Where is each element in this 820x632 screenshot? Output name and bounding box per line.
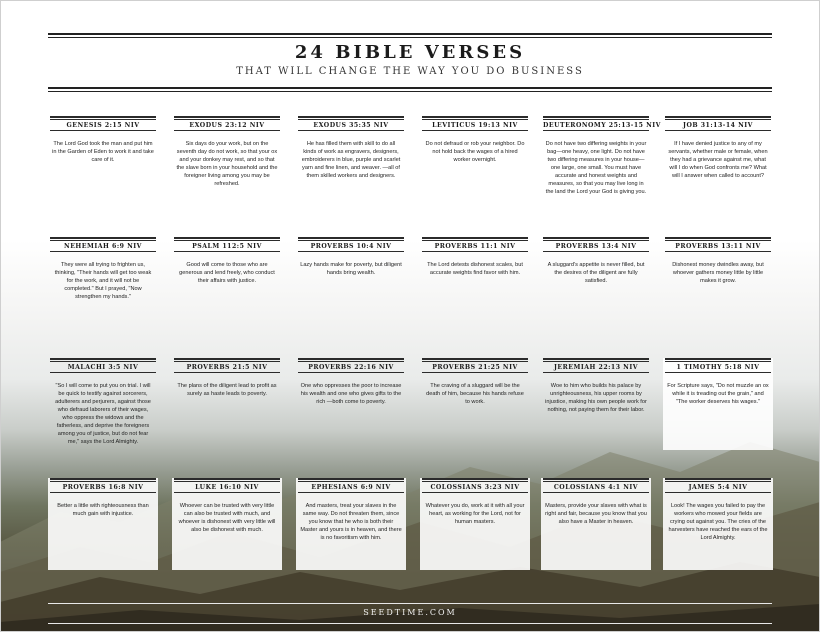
card-rule (50, 251, 156, 252)
card-rule (174, 116, 280, 118)
header-bottom-rule-thin (48, 91, 772, 92)
verse-text: If I have denied justice to any of my servants, whether male or female, when they had a grievance against me, what will I do when God confronts me? What will I answer when called to account? (668, 141, 768, 179)
footer-site: SEEDTIME.COM (363, 608, 457, 617)
verse-text: Do not defraud or rob your neighbor. Do not hold back the wages of a hired worker overnight. (425, 141, 525, 163)
card-rule (422, 237, 528, 239)
card-rule (543, 372, 649, 373)
card-rule (298, 372, 404, 373)
verse-text: And masters, treat your slaves in the same way. Do not threaten them, since you know that he who is both their Master and yours is in heaven, and there is no favoritism with him. (300, 503, 402, 541)
verse-card (172, 478, 282, 570)
verse-card (541, 116, 661, 208)
verse-reference: EPHESIANS 6:9 NIV (311, 484, 391, 491)
card-rule (174, 237, 280, 239)
card-rule (422, 358, 528, 360)
card-rule (174, 478, 280, 480)
card-rule (298, 130, 404, 131)
card-rule (422, 478, 528, 480)
verse-text: Better a little with righteousness than much gain with injustice. (57, 503, 149, 517)
card-rule (665, 492, 771, 493)
verse-reference: GENESIS 2:15 NIV (66, 122, 140, 129)
card-rule (174, 492, 280, 493)
verse-text: He has filled them with skill to do all kinds of work as engravers, designers, embroiderers in blue, purple and scarlet yarn and fine linen, and weaver. —all of them skilled workers and designers. (301, 141, 401, 179)
page-subtitle: THAT WILL CHANGE THE WAY YOU DO BUSINESS (236, 66, 584, 77)
card-rule (543, 478, 649, 480)
verse-text: Do not have two differing weights in your bag—one heavy, one light. Do not have two differing measures in your house—one large, one small. You must have accurate and honest weights and measures, so that you may live long in the land the Lord your God is giving you. (545, 141, 647, 195)
verse-card (663, 237, 773, 329)
header-top-rule-thin (48, 37, 772, 38)
header-top-rule (48, 33, 772, 35)
card-rule (543, 492, 649, 493)
card-rule (298, 492, 404, 493)
verse-card (663, 116, 773, 208)
verse-text: The Lord God took the man and put him in the Garden of Eden to work it and take care of it. (52, 141, 154, 163)
verse-reference: 1 TIMOTHY 5:18 NIV (676, 364, 760, 371)
verse-card (172, 237, 282, 329)
verse-card (296, 116, 406, 208)
card-rule (50, 358, 156, 360)
verse-card (420, 237, 530, 329)
verse-reference: JOB 31:13-14 NIV (683, 122, 753, 129)
card-rule (665, 478, 771, 480)
verse-text: Look! The wages you failed to pay the workers who mowed your fields are crying out against you. The cries of the harvesters have reached the ears of the Lord Almighty. (668, 503, 768, 541)
verse-text: Whatever you do, work at it with all your heart, as working for the Lord, not for human masters. (425, 503, 525, 525)
card-rule (665, 251, 771, 252)
verse-reference: EXODUS 35:35 NIV (313, 122, 389, 129)
card-rule (298, 358, 404, 360)
verse-text: "So I will come to put you on trial. I will be quick to testify against sorcerers, adulterers and perjurers, against those who defraud laborers of their wages, who oppress the widows and the fatherless, and deprive the foreigners among you of justice, but do not fear me," says the Lord Almighty. (55, 383, 151, 445)
card-rule (422, 492, 528, 493)
card-rule (665, 237, 771, 239)
verse-reference: PROVERBS 21:25 NIV (432, 364, 518, 371)
verse-card (663, 478, 773, 570)
header-bottom-rule (48, 87, 772, 89)
card-rule (422, 130, 528, 131)
card-rule (422, 116, 528, 118)
verse-card (541, 478, 651, 570)
verse-reference: PROVERBS 16:8 NIV (62, 484, 144, 491)
verse-text: Lazy hands make for poverty, but diligent hands bring wealth. (300, 262, 402, 276)
verse-text: The craving of a sluggard will be the death of him, because his hands refuse to work. (426, 383, 524, 405)
verse-card (541, 358, 651, 450)
verse-reference: COLOSSIANS 4:1 NIV (553, 484, 639, 491)
verse-reference: PROVERBS 22:16 NIV (308, 364, 394, 371)
footer-top-rule (48, 603, 772, 604)
card-rule (298, 478, 404, 480)
verse-reference: PROVERBS 13:4 NIV (555, 243, 637, 250)
verse-card (172, 358, 282, 450)
verse-text: They were all trying to frighten us, thinking, "Their hands will get too weak for the work, and it will not be completed." But I prayed, "Now strengthen my hands." (54, 262, 152, 300)
verse-text: The Lord detests dishonest scales, but accurate weights find favor with him. (427, 262, 523, 276)
card-rule (298, 251, 404, 252)
card-rule (298, 116, 404, 118)
verse-text: Six days do your work, but on the seventh day do not work, so that your ox and your donkey may rest, and so that the slave born in your household and the foreigner living among you may be refreshed. (176, 141, 278, 187)
card-rule (50, 478, 156, 480)
verse-card (296, 358, 406, 450)
verse-text: One who oppresses the poor to increase his wealth and one who gives gifts to the rich —both come to poverty. (300, 383, 402, 405)
verse-reference: MALACHI 3:5 NIV (67, 364, 139, 371)
card-rule (665, 372, 771, 373)
verse-card (172, 116, 282, 208)
card-rule (422, 251, 528, 252)
card-rule (543, 130, 649, 131)
verse-card (296, 237, 406, 329)
card-rule (50, 372, 156, 373)
verse-reference: JAMES 5:4 NIV (688, 484, 748, 491)
verse-text: The plans of the diligent lead to profit as surely as haste leads to poverty. (177, 383, 277, 397)
page-title: 24 BIBLE VERSES (294, 42, 526, 63)
card-rule (543, 358, 649, 360)
card-rule (665, 358, 771, 360)
verse-card (420, 358, 530, 450)
verse-card (48, 116, 158, 208)
verse-card (541, 237, 651, 329)
verse-card (420, 478, 530, 570)
verse-card (420, 116, 530, 208)
verse-text: Woe to him who builds his palace by unrighteousness, his upper rooms by injustice, making his own people work for nothing, not paying them for their labor. (545, 383, 647, 413)
verse-reference: LEVITICUS 19:13 NIV (432, 122, 518, 129)
verse-reference: PROVERBS 21:5 NIV (186, 364, 268, 371)
verse-reference: PSALM 112:5 NIV (192, 243, 262, 250)
verse-text: Good will come to those who are generous and lend freely, who conduct their affairs with justice. (179, 262, 275, 284)
verse-text: Dishonest money dwindles away, but whoever gathers money little by little makes it grow. (672, 262, 764, 284)
verse-text: Whoever can be trusted with very little can also be trusted with much, and whoever is dishonest with very little will also be dishonest with much. (178, 503, 276, 533)
card-rule (543, 237, 649, 239)
verse-reference: DEUTERONOMY 25:13-15 NIV (543, 122, 661, 129)
verse-reference: JEREMIAH 22:13 NIV (553, 364, 639, 371)
card-rule (50, 116, 156, 118)
verse-text: A sluggard's appetite is never filled, but the desires of the diligent are fully satisfied. (547, 262, 645, 284)
verse-text: For Scripture says, "Do not muzzle an ox while it is treading out the grain," and "The worker deserves his wages." (667, 383, 769, 405)
card-rule (50, 237, 156, 239)
verse-card (48, 358, 158, 450)
card-rule (50, 492, 156, 493)
card-rule (50, 130, 156, 131)
verse-card (48, 478, 158, 570)
verse-reference: PROVERBS 11:1 NIV (434, 243, 516, 250)
verse-card (296, 478, 406, 570)
card-rule (665, 130, 771, 131)
card-rule (422, 372, 528, 373)
verse-reference: EXODUS 23:12 NIV (189, 122, 265, 129)
card-rule (543, 116, 649, 118)
card-rule (543, 251, 649, 252)
card-rule (174, 358, 280, 360)
verse-card (663, 358, 773, 450)
verse-card (48, 237, 158, 329)
card-rule (174, 130, 280, 131)
card-rule (298, 237, 404, 239)
verse-reference: COLOSSIANS 3:23 NIV (430, 484, 520, 491)
verse-text: Masters, provide your slaves with what is right and fair, because you know that you also have a Master in heaven. (545, 503, 647, 525)
verse-reference: PROVERBS 13:11 NIV (675, 243, 761, 250)
verse-reference: PROVERBS 10:4 NIV (310, 243, 392, 250)
card-rule (174, 372, 280, 373)
verse-reference: NEHEMIAH 6:9 NIV (64, 243, 142, 250)
footer-bottom-rule (48, 623, 772, 624)
card-rule (665, 116, 771, 118)
card-rule (174, 251, 280, 252)
verse-reference: LUKE 16:10 NIV (195, 484, 259, 491)
